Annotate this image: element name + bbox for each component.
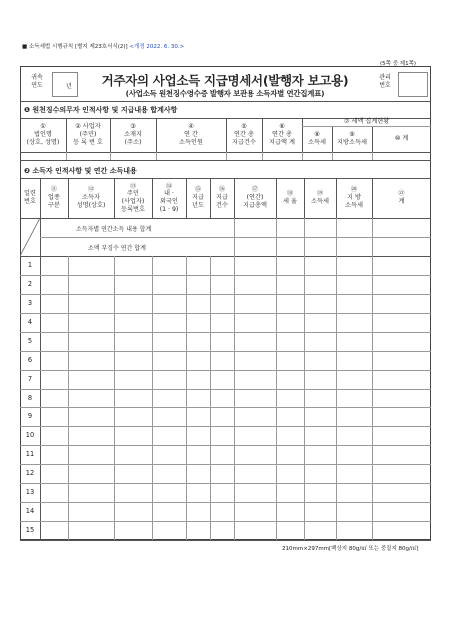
s1-col-4: ④ 연 간 소득인원 xyxy=(179,123,203,146)
row-number: 11 xyxy=(25,450,35,459)
s2-col-industry: ⑪ 업종 구분 xyxy=(48,186,60,209)
row-cell-divider xyxy=(304,370,305,389)
s1-col-10: ⑩ 계 xyxy=(394,135,409,143)
row-number: 14 xyxy=(25,507,35,516)
row-divider xyxy=(20,521,431,522)
management-number-label: 관리 번호 xyxy=(379,74,391,89)
s2-col-pay-count: ⑯ 지급 건수 xyxy=(216,186,228,209)
row-cell-divider xyxy=(186,426,187,445)
row-cell-divider xyxy=(372,521,373,540)
row-cell-divider xyxy=(336,294,337,313)
row-cell-divider xyxy=(114,445,115,464)
row-cell-divider xyxy=(276,464,277,483)
s1-col-9: ⑨ 지방소득세 xyxy=(337,131,367,146)
row-cell-divider xyxy=(114,256,115,275)
row-cell-divider xyxy=(114,502,115,521)
row-number: 2 xyxy=(27,279,33,288)
row-cell-divider xyxy=(210,294,211,313)
row-cell-divider xyxy=(114,332,115,351)
row-cell-divider xyxy=(304,445,305,464)
row-cell-divider xyxy=(186,313,187,332)
row-cell-divider xyxy=(304,521,305,540)
s1-col-3: ③ 소재지 (주소) xyxy=(124,123,142,146)
row-divider xyxy=(20,502,431,503)
row-cell-divider xyxy=(336,351,337,370)
row-cell-divider xyxy=(186,389,187,408)
tax-total-header: ⑦ 세액 집계현황 xyxy=(343,118,390,126)
row-cell-divider xyxy=(68,332,69,351)
row-cell-divider xyxy=(210,407,211,426)
s2-col-income-tax: ⑲ 소득세 xyxy=(311,190,329,205)
s1-col-5: ⑤ 연간 총 지급건수 xyxy=(232,123,256,146)
row-cell-divider xyxy=(186,502,187,521)
row-number: 13 xyxy=(25,488,35,497)
row-cell-divider xyxy=(372,483,373,502)
row-cell-divider xyxy=(152,332,153,351)
row-cell-divider xyxy=(336,275,337,294)
row-cell-divider xyxy=(336,407,337,426)
row-cell-divider xyxy=(68,256,69,275)
management-number-box[interactable] xyxy=(398,72,428,97)
row-cell-divider xyxy=(114,464,115,483)
row-cell-divider xyxy=(152,275,153,294)
row-cell-divider xyxy=(114,521,115,540)
row-cell-divider xyxy=(304,426,305,445)
row-cell-divider xyxy=(336,256,337,275)
row-cell-divider xyxy=(68,351,69,370)
diagonal-slash xyxy=(20,218,41,256)
row-divider xyxy=(20,464,431,465)
row-number: 5 xyxy=(27,336,33,345)
row-cell-divider xyxy=(186,407,187,426)
year-unit: 년 xyxy=(66,83,72,90)
row-cell-divider xyxy=(186,370,187,389)
row-cell-divider xyxy=(304,389,305,408)
row-cell-divider xyxy=(68,370,69,389)
row-cell-divider xyxy=(152,313,153,332)
row-cell-divider xyxy=(336,426,337,445)
row-cell-divider xyxy=(336,445,337,464)
row-cell-divider xyxy=(372,294,373,313)
row-divider xyxy=(20,483,431,484)
row-cell-divider xyxy=(276,313,277,332)
row-cell-divider xyxy=(276,445,277,464)
row-cell-divider xyxy=(304,294,305,313)
legal-ref-text: ■ 소득세법 시행규칙 [별지 제23호서식(2)] xyxy=(22,44,128,50)
row-divider xyxy=(20,407,431,408)
s2-col-total: ㉑ 계 xyxy=(398,190,405,205)
row-cell-divider xyxy=(276,275,277,294)
row-cell-divider xyxy=(234,502,235,521)
row-cell-divider xyxy=(186,256,187,275)
row-number: 9 xyxy=(27,412,33,421)
s2-col-local-tax: ⑳ 지 방 소득세 xyxy=(345,186,363,209)
row-cell-divider xyxy=(336,332,337,351)
row-cell-divider xyxy=(304,464,305,483)
row-cell-divider xyxy=(210,370,211,389)
row-cell-divider xyxy=(372,332,373,351)
row-cell-divider xyxy=(234,521,235,540)
row-cell-divider xyxy=(336,389,337,408)
row-cell-divider xyxy=(68,294,69,313)
row-cell-divider xyxy=(276,370,277,389)
row-cell-divider xyxy=(336,483,337,502)
row-cell-divider xyxy=(304,256,305,275)
row-cell-divider xyxy=(336,313,337,332)
row-cell-divider xyxy=(68,313,69,332)
row-cell-divider xyxy=(304,275,305,294)
row-cell-divider xyxy=(152,521,153,540)
row-cell-divider xyxy=(114,426,115,445)
row-cell-divider xyxy=(234,370,235,389)
summary-row-small-exempt-label: 소액 부징수 연간 합계 xyxy=(88,245,146,252)
section2-title: ❷ 소득자 인적사항 및 연간 소득내용 xyxy=(24,167,137,175)
row-cell-divider xyxy=(234,426,235,445)
row-cell-divider xyxy=(234,464,235,483)
row-cell-divider xyxy=(372,445,373,464)
legal-reference xyxy=(22,42,184,50)
row-divider xyxy=(20,389,431,390)
form-subtitle: (사업소득 원천징수영수증 발행자 보관용 소득자별 연간집계표) xyxy=(125,89,325,98)
row-cell-divider xyxy=(372,407,373,426)
row-cell-divider xyxy=(304,502,305,521)
revision-date: <개정 2022. 6. 30.> xyxy=(129,44,185,50)
row-cell-divider xyxy=(234,483,235,502)
row-number: 1 xyxy=(27,261,33,269)
row-divider xyxy=(20,351,431,352)
row-cell-divider xyxy=(234,332,235,351)
row-cell-divider xyxy=(68,502,69,521)
row-cell-divider xyxy=(234,445,235,464)
row-cell-divider xyxy=(152,502,153,521)
row-cell-divider xyxy=(68,426,69,445)
row-cell-divider xyxy=(336,370,337,389)
row-cell-divider xyxy=(276,407,277,426)
row-divider xyxy=(20,426,431,427)
row-cell-divider xyxy=(234,294,235,313)
row-cell-divider xyxy=(276,389,277,408)
row-cell-divider xyxy=(210,332,211,351)
row-cell-divider xyxy=(210,426,211,445)
row-cell-divider xyxy=(114,313,115,332)
summary-row-total-label: 소득자별 연간소득 내용 합계 xyxy=(76,226,152,233)
year-label: 귀속 연도 xyxy=(31,74,43,89)
row-cell-divider xyxy=(186,351,187,370)
row-cell-divider xyxy=(234,275,235,294)
row-cell-divider xyxy=(276,521,277,540)
row-cell-divider xyxy=(234,407,235,426)
s2-col-nationality: ⑭ 내 · 외국인 (1 · 9) xyxy=(159,182,179,213)
row-divider xyxy=(20,445,431,446)
page-count: (5쪽 중 제1쪽) xyxy=(380,61,417,67)
row-cell-divider xyxy=(114,407,115,426)
row-cell-divider xyxy=(186,332,187,351)
row-cell-divider xyxy=(372,464,373,483)
row-cell-divider xyxy=(152,407,153,426)
row-cell-divider xyxy=(152,389,153,408)
row-cell-divider xyxy=(210,464,211,483)
row-number: 4 xyxy=(27,317,33,326)
row-cell-divider xyxy=(372,502,373,521)
s1-col-8: ⑧ 소득세 xyxy=(308,131,326,146)
row-cell-divider xyxy=(114,351,115,370)
s1-col-1: ① 법인명 (상호, 성명) xyxy=(26,123,60,146)
s1-col-6: ⑥ 연간 총 지급액 계 xyxy=(269,123,295,146)
row-number: 12 xyxy=(25,469,35,478)
row-cell-divider xyxy=(276,256,277,275)
row-divider xyxy=(20,370,431,371)
row-cell-divider xyxy=(336,464,337,483)
row-cell-divider xyxy=(186,464,187,483)
row-cell-divider xyxy=(276,351,277,370)
row-cell-divider xyxy=(114,389,115,408)
row-cell-divider xyxy=(210,521,211,540)
row-cell-divider xyxy=(68,445,69,464)
row-cell-divider xyxy=(234,389,235,408)
s2-col-regno: ⑬ 주민 (사업자) 등록번호 xyxy=(121,182,145,213)
form-title: 거주자의 사업소득 지급명세서(발행자 보고용) xyxy=(101,73,349,88)
row-divider xyxy=(20,275,431,276)
row-cell-divider xyxy=(372,351,373,370)
row-cell-divider xyxy=(210,275,211,294)
row-cell-divider xyxy=(114,275,115,294)
row-cell-divider xyxy=(152,464,153,483)
row-cell-divider xyxy=(304,351,305,370)
row-cell-divider xyxy=(210,502,211,521)
row-cell-divider xyxy=(210,445,211,464)
row-cell-divider xyxy=(304,407,305,426)
s2-col-total-pay: ⑰ (연간) 지급총액 xyxy=(243,186,267,209)
s2-col-tax-rate: ⑱ 세 율 xyxy=(283,190,297,205)
row-cell-divider xyxy=(68,521,69,540)
row-cell-divider xyxy=(68,464,69,483)
row-cell-divider xyxy=(336,521,337,540)
section1-title: ❶ 원천징수의무자 인적사항 및 지급내용 합계사항 xyxy=(24,106,178,114)
row-number: 6 xyxy=(27,355,33,364)
row-cell-divider xyxy=(210,389,211,408)
row-cell-divider xyxy=(152,445,153,464)
row-cell-divider xyxy=(114,294,115,313)
row-cell-divider xyxy=(304,313,305,332)
row-cell-divider xyxy=(304,483,305,502)
year-input-box[interactable] xyxy=(52,72,78,97)
row-cell-divider xyxy=(68,483,69,502)
row-cell-divider xyxy=(210,351,211,370)
row-cell-divider xyxy=(68,389,69,408)
s1-col-2: ② 사업자 (주민) 등 록 번 호 xyxy=(73,123,103,146)
row-cell-divider xyxy=(186,294,187,313)
row-number: 3 xyxy=(27,298,33,307)
row-cell-divider xyxy=(210,483,211,502)
row-cell-divider xyxy=(152,351,153,370)
s2-col-name: ⑫ 소득자 성명(상호) xyxy=(76,186,106,209)
row-number: 10 xyxy=(25,431,35,440)
row-cell-divider xyxy=(234,256,235,275)
row-cell-divider xyxy=(114,370,115,389)
row-cell-divider xyxy=(152,294,153,313)
row-cell-divider xyxy=(234,351,235,370)
row-cell-divider xyxy=(234,313,235,332)
row-cell-divider xyxy=(186,445,187,464)
row-cell-divider xyxy=(210,256,211,275)
row-cell-divider xyxy=(152,426,153,445)
row-cell-divider xyxy=(210,313,211,332)
row-cell-divider xyxy=(152,256,153,275)
s2-col-pay-year: ⑮ 지급 년도 xyxy=(192,186,204,209)
row-cell-divider xyxy=(372,313,373,332)
row-cell-divider xyxy=(304,332,305,351)
row-divider xyxy=(20,294,431,295)
row-cell-divider xyxy=(372,275,373,294)
row-number: 15 xyxy=(25,526,35,535)
row-cell-divider xyxy=(276,426,277,445)
row-cell-divider xyxy=(68,407,69,426)
row-cell-divider xyxy=(372,426,373,445)
row-cell-divider xyxy=(68,275,69,294)
row-cell-divider xyxy=(186,521,187,540)
row-cell-divider xyxy=(336,502,337,521)
row-cell-divider xyxy=(372,370,373,389)
row-divider xyxy=(20,313,431,314)
row-cell-divider xyxy=(276,483,277,502)
row-cell-divider xyxy=(372,389,373,408)
row-cell-divider xyxy=(186,483,187,502)
row-number: 8 xyxy=(27,393,33,402)
row-cell-divider xyxy=(372,256,373,275)
row-number: 7 xyxy=(27,374,33,383)
row-cell-divider xyxy=(276,332,277,351)
row-divider xyxy=(20,332,431,333)
row-cell-divider xyxy=(114,483,115,502)
paper-spec: 210mm×297mm[백상지 80g/㎡ 또는 중질지 80g/㎡] xyxy=(282,546,419,552)
row-cell-divider xyxy=(152,483,153,502)
s2-col-serial: 일련 번호 xyxy=(24,190,36,205)
row-cell-divider xyxy=(276,502,277,521)
row-divider xyxy=(20,540,431,541)
row-cell-divider xyxy=(276,294,277,313)
row-cell-divider xyxy=(152,370,153,389)
row-cell-divider xyxy=(186,275,187,294)
